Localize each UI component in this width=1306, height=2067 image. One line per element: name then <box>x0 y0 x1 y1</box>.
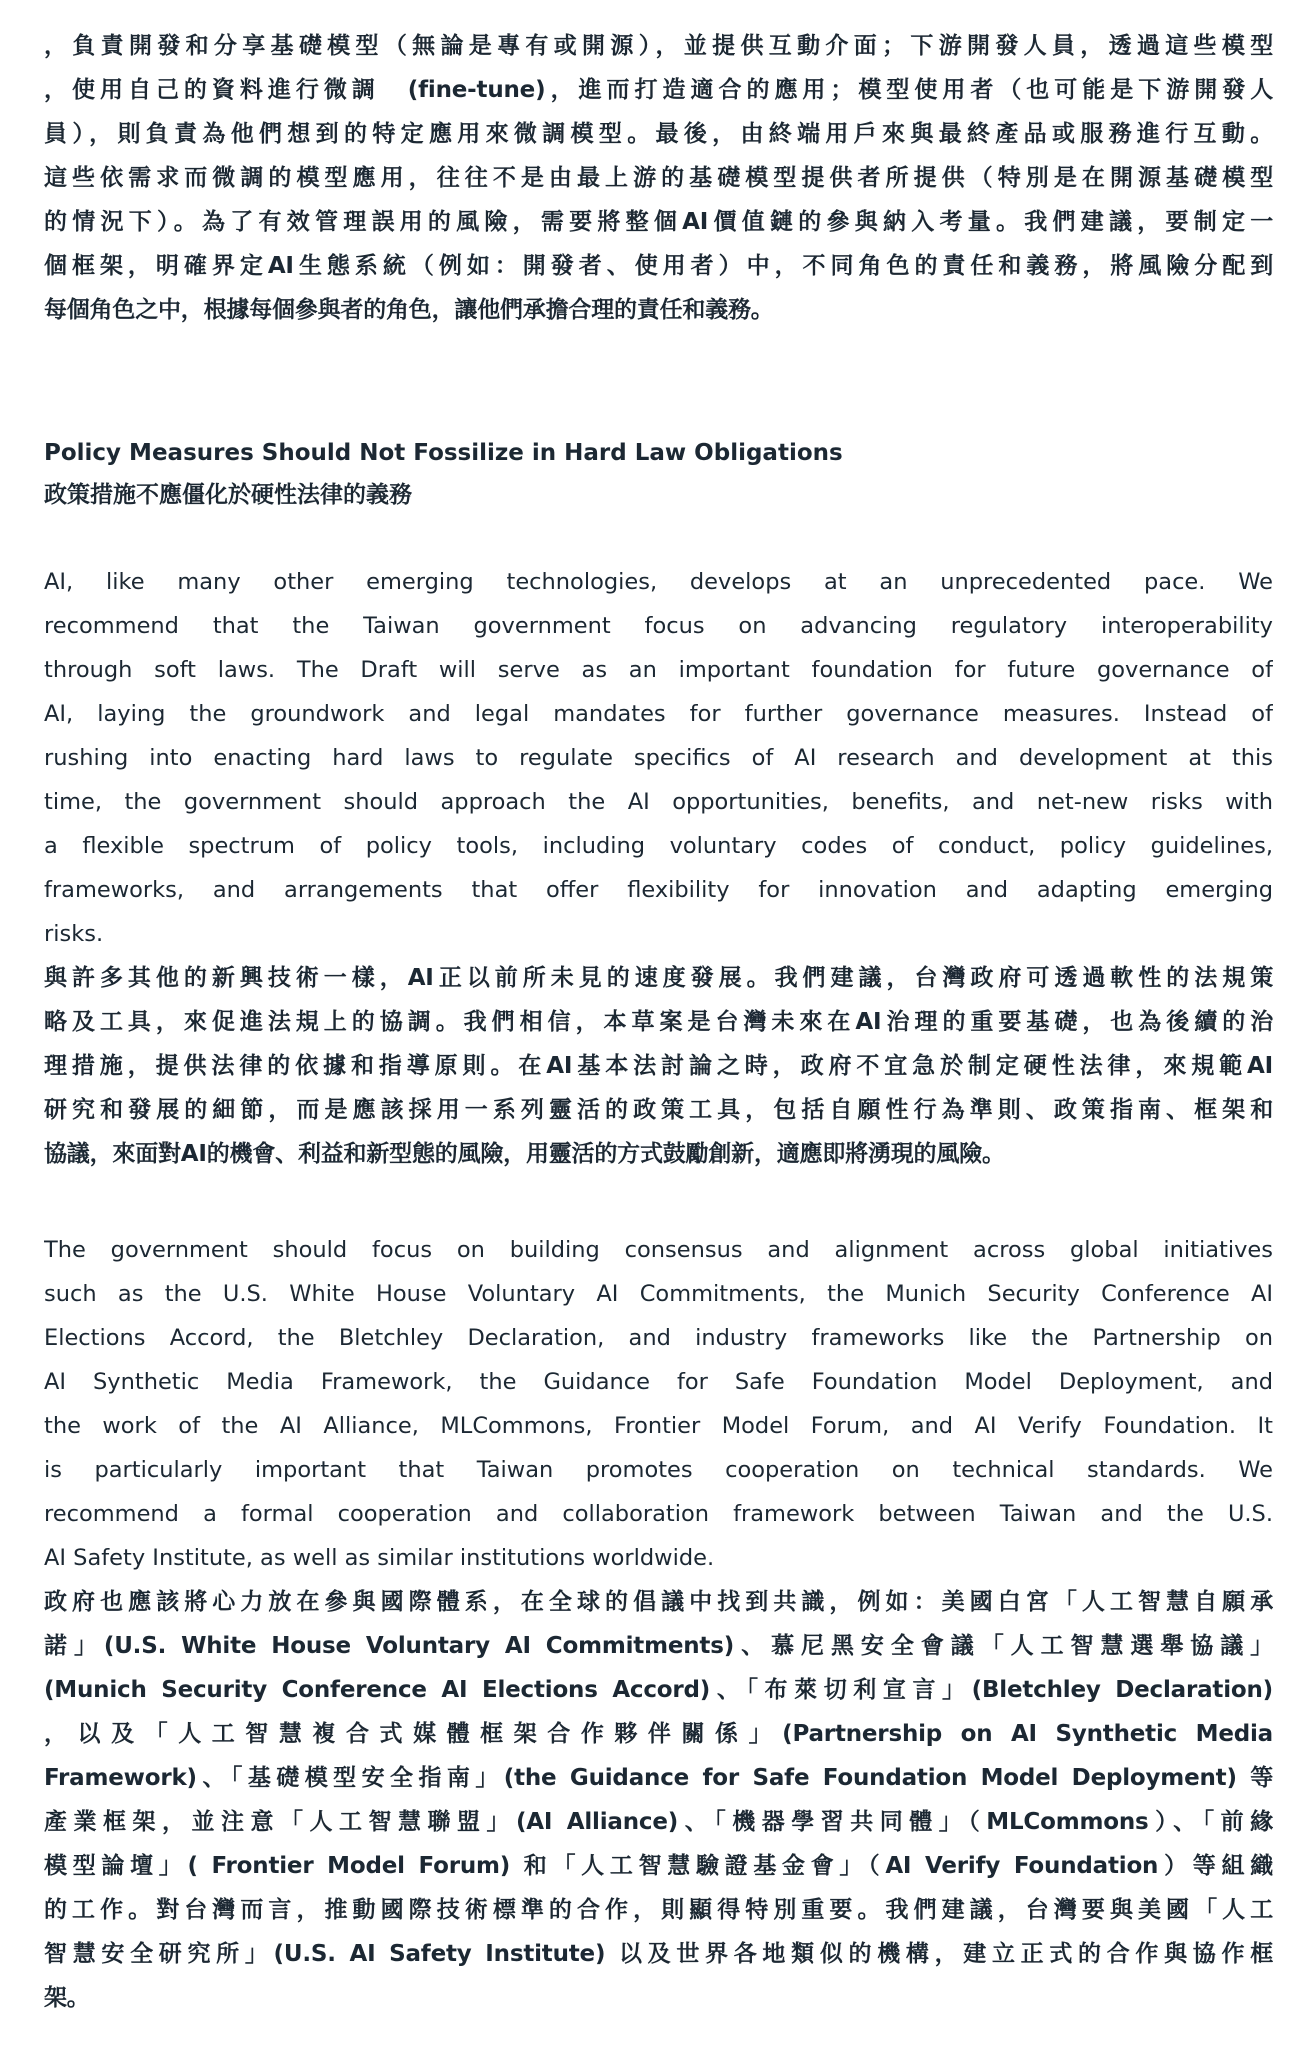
text-line: such as the U.S. White House Voluntary AI Commitments, the Munich Security Conference AI <box>44 1281 1273 1307</box>
text-line: (Munich Security Conference AI Elections Accord)、「布萊切利宣言」(Bletchley Declaration) <box>44 1677 1273 1703</box>
text-line: 政府也應該將心力放在參與國際體系，在全球的倡議中找到共識，例如：美國白宮「人工智慧自願承 <box>44 1589 1273 1615</box>
paragraph-1-zh <box>44 956 1273 1176</box>
paragraph-1-en <box>44 560 1273 956</box>
text-line: risks. <box>44 921 104 947</box>
text-line: 每個角色之中，根據每個參與者的角色，讓他們承擔合理的責任和義務。 <box>44 297 774 323</box>
text-line: through soft laws. The Draft will serve as an important foundation for future governance of <box>44 657 1273 683</box>
text-line: Framework)、「基礎模型安全指南」(the Guidance for Safe Foundation Model Deployment) 等 <box>44 1765 1273 1791</box>
text-line: 略及工具，來促進法規上的協調。我們相信，本草案是台灣未來在AI治理的重要基礎，也為後續的治 <box>44 1009 1273 1035</box>
text-line: 協議，來面對AI的機會、利益和新型態的風險，用靈活的方式鼓勵創新，適應即將湧現的風險。 <box>44 1141 1005 1167</box>
spacer <box>44 1176 1273 1228</box>
text-line: ，負責開發和分享基礎模型（無論是專有或開源），並提供互動介面；下游開發人員，透過這些模型 <box>44 33 1273 59</box>
text-line: 的工作。對台灣而言，推動國際技術標準的合作，則顯得特別重要。我們建議，台灣要與美國「人工 <box>44 1897 1273 1923</box>
text-line: Elections Accord, the Bletchley Declaration, and industry frameworks like the Partnership on <box>44 1325 1273 1351</box>
paragraph-2-zh <box>44 1580 1273 2020</box>
spacer <box>44 516 1273 560</box>
paragraph-2-en <box>44 1228 1273 1580</box>
text-line: 產業框架，並注意「人工智慧聯盟」(AI Alliance)、「機器學習共同體」（MLCommons）、「前緣 <box>44 1809 1273 1835</box>
spacer <box>44 332 1273 432</box>
text-line: a flexible spectrum of policy tools, including voluntary codes of conduct, policy guidelines, <box>44 833 1273 859</box>
text-line: 與許多其他的新興技術一樣，AI正以前所未見的速度發展。我們建議，台灣政府可透過軟性的法規策 <box>44 965 1273 991</box>
text-line: frameworks, and arrangements that offer flexibility for innovation and adapting emerging <box>44 877 1273 903</box>
text-line: 諾」(U.S. White House Voluntary AI Commitments)、慕尼黑安全會議「人工智慧選舉協議」 <box>44 1633 1273 1659</box>
text-line: 員），則負責為他們想到的特定應用來微調模型。最後，由終端用戶來與最終產品或服務進行互動。 <box>44 121 1273 147</box>
text-line: AI Safety Institute, as well as similar institutions worldwide. <box>44 1545 715 1571</box>
text-line: 架。 <box>44 1985 90 2011</box>
text-line: The government should focus on building consensus and alignment across global initiatives <box>44 1237 1273 1263</box>
text-line: 的情況下）。為了有效管理誤用的風險，需要將整個AI價值鏈的參與納入考量。我們建議，要制定一 <box>44 209 1273 235</box>
text-line: is particularly important that Taiwan promotes cooperation on technical standards. We <box>44 1457 1273 1483</box>
section-heading-en: Policy Measures Should Not Fossilize in Hard Law Obligations <box>44 440 843 466</box>
document-page <box>44 24 1273 2020</box>
text-line: time, the government should approach the AI opportunities, benefits, and net-new risks with <box>44 789 1273 815</box>
text-line: ，以及「人工智慧複合式媒體框架合作夥伴關係」(Partnership on AI Synthetic Media <box>44 1721 1273 1747</box>
text-line: 理措施，提供法律的依據和指導原則。在AI基本法討論之時，政府不宜急於制定硬性法律，來規範AI <box>44 1053 1273 1079</box>
text-line: recommend a formal cooperation and collaboration framework between Taiwan and the U.S. <box>44 1501 1273 1527</box>
intro-paragraph-zh <box>44 24 1273 332</box>
text-line: AI Synthetic Media Framework, the Guidance for Safe Foundation Model Deployment, and <box>44 1369 1273 1395</box>
text-line: ，使用自己的資料進行微調 (fine-tune)，進而打造適合的應用；模型使用者（也可能是下游開發人 <box>44 77 1273 103</box>
text-line: 研究和發展的細節，而是應該採用一系列靈活的政策工具，包括自願性行為準則、政策指南、框架和 <box>44 1097 1273 1123</box>
text-line: the work of the AI Alliance, MLCommons, Frontier Model Forum, and AI Verify Foundation. It <box>44 1413 1273 1439</box>
text-line: AI, laying the groundwork and legal mandates for further governance measures. Instead of <box>44 701 1273 727</box>
text-line: 智慧安全研究所」(U.S. AI Safety Institute) 以及世界各地類似的機構，建立正式的合作與協作框 <box>44 1941 1273 1967</box>
text-line: 模型論壇」( Frontier Model Forum) 和「人工智慧驗證基金會」（AI Verify Foundation）等組織 <box>44 1853 1273 1879</box>
text-line: recommend that the Taiwan government focus on advancing regulatory interoperability <box>44 613 1273 639</box>
text-line: rushing into enacting hard laws to regulate specifics of AI research and development at this <box>44 745 1273 771</box>
text-line: AI, like many other emerging technologies, develops at an unprecedented pace. We <box>44 569 1273 595</box>
section-heading-zh: 政策措施不應僵化於硬性法律的義務 <box>44 482 412 508</box>
text-line: 個框架，明確界定AI生態系統（例如：開發者、使用者）中，不同角色的責任和義務，將風險分配到 <box>44 253 1273 279</box>
text-line: 這些依需求而微調的模型應用，往往不是由最上游的基礎模型提供者所提供（特別是在開源基礎模型 <box>44 165 1273 191</box>
